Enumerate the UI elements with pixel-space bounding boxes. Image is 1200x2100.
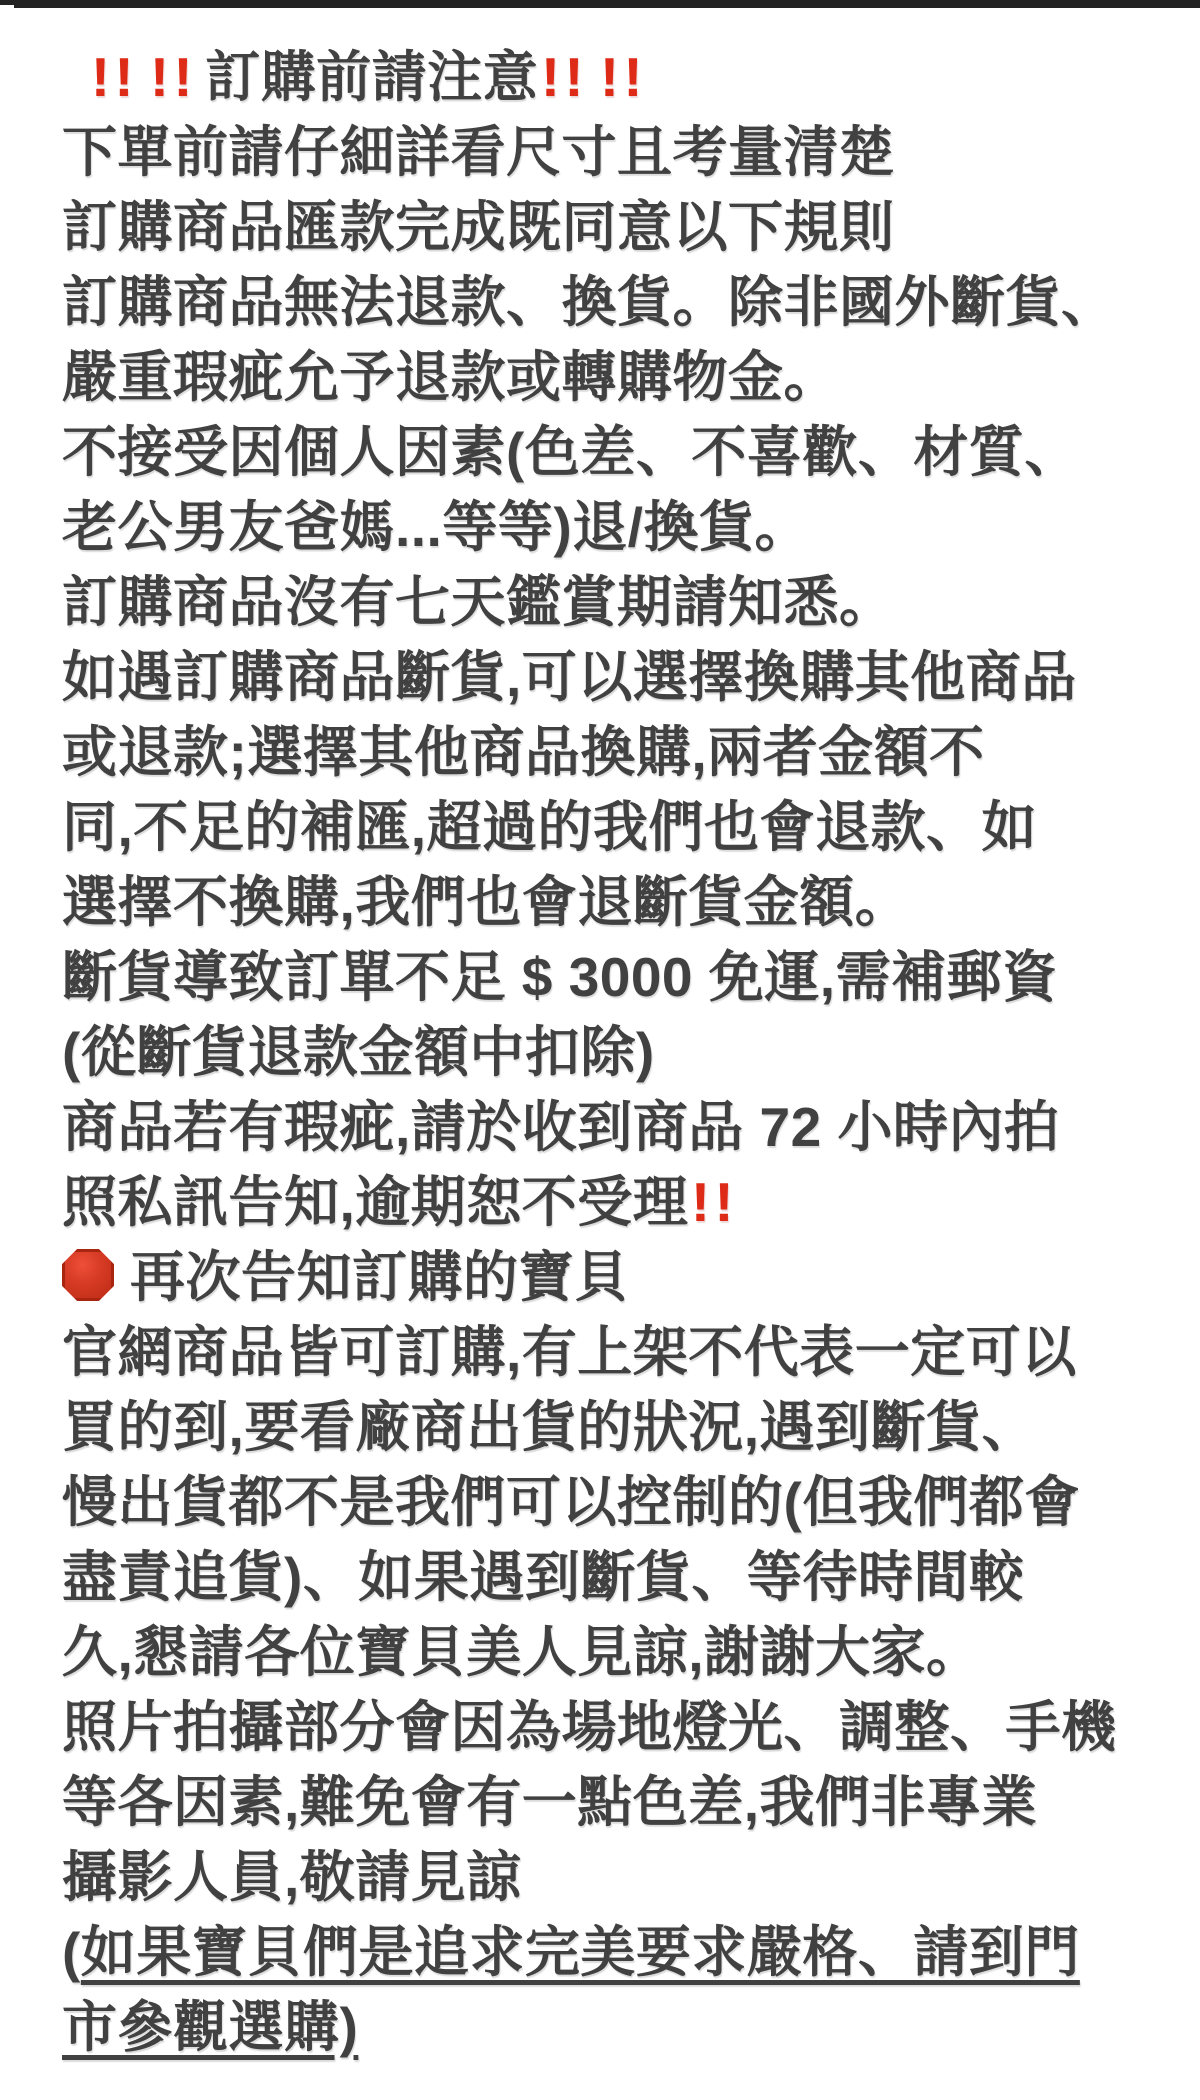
text-line [62,940,1180,1015]
underlined-text: 如果寶貝們是追求完美要求嚴格、請到門 [80,1921,1080,1983]
line-text: 下單前請仔細詳看尺寸且考量清楚 [62,121,895,183]
text-line [62,1165,1180,1240]
line-text: 官網商品皆可訂購,有上架不代表一定可以 [62,1321,1077,1383]
double-exclamation-icon: !! [691,1171,739,1233]
text-line [62,190,1180,265]
line-text: 照片拍攝部分會因為場地燈光、調整、手機 [62,1696,1117,1758]
line-text: 老公男友爸媽...等等)退/換貨。 [62,496,810,558]
line-text: 慢出貨都不是我們可以控制的(但我們都會 [62,1471,1080,1533]
line-text: 照私訊告知,逾期恕不受理 [62,1171,689,1233]
line-text: 如遇訂購商品斷貨,可以選擇換購其他商品 [62,646,1077,708]
text-line [62,1015,1180,1090]
text-line [62,115,1180,190]
top-bar-notch [0,5,14,13]
double-exclamation-icon: !! [541,46,589,108]
text-line [62,865,1180,940]
text-line [62,1090,1180,1165]
line-text: (從斷貨退款金額中扣除) [62,1021,655,1083]
line-text: 同,不足的補匯,超過的我們也會退款、如 [62,796,1038,858]
text-line [62,1465,1180,1540]
text-line [62,790,1180,865]
line-text: ( [62,1921,81,1983]
stop-sign-icon [62,1249,114,1301]
line-text: 商品若有瑕疵,請於收到商品 72 小時內拍 [62,1096,1060,1158]
line-text: 盡責追貨)、如果遇到斷貨、等待時間較 [62,1546,1025,1608]
text-line [62,1540,1180,1615]
line-text: 斷貨導致訂單不足 $ 3000 免運,需補郵資 [62,946,1058,1008]
text-line [62,415,1180,490]
line-text: 等各因素,難免會有一點色差,我們非專業 [62,1771,1038,1833]
double-exclamation-icon: !! [90,46,138,108]
line-text: 再次告知訂購的寶貝 [130,1246,630,1308]
text-line [62,1765,1180,1840]
double-exclamation-icon: !! [149,46,197,108]
line-text: 選擇不換購,我們也會退斷貨金額。 [62,871,911,933]
text-line [62,565,1180,640]
line-text: 訂購前請注意 [205,46,539,108]
notice-content [0,8,1200,2065]
text-line [62,1840,1180,1915]
top-bar [0,0,1200,8]
line-text: 買的到,要看廠商出貨的狀況,遇到斷貨、 [62,1396,1038,1458]
text-line [62,1240,1180,1315]
text-line [62,340,1180,415]
text-line [62,490,1180,565]
text-line [62,1615,1180,1690]
text-line [62,1390,1180,1465]
line-text: 不接受因個人因素(色差、不喜歡、材質、 [62,421,1080,483]
line-text: 訂購商品沒有七天鑑賞期請知悉。 [62,571,895,633]
text-line [62,1915,1180,1990]
text-line [62,715,1180,790]
notice-lines [62,40,1180,2065]
text-line [62,1990,1180,2065]
text-line [62,265,1180,340]
line-text: 嚴重瑕疵允予退款或轉購物金。 [62,346,840,408]
text-line [62,1690,1180,1765]
line-text: 訂購商品匯款完成既同意以下規則 [62,196,895,258]
underlined-text: 市參觀選購) [62,1996,359,2058]
line-text: 攝影人員,敬請見諒 [62,1846,522,1908]
text-line [62,640,1180,715]
text-line [62,1315,1180,1390]
line-text: 久,懇請各位寶貝美人見諒,謝謝大家。 [62,1621,982,1683]
line-text: 訂購商品無法退款、換貨。除非國外斷貨、 [62,271,1117,333]
notice-title-line [62,40,1180,115]
double-exclamation-icon: !! [599,46,647,108]
line-text: 或退款;選擇其他商品換購,兩者金額不 [62,721,985,783]
